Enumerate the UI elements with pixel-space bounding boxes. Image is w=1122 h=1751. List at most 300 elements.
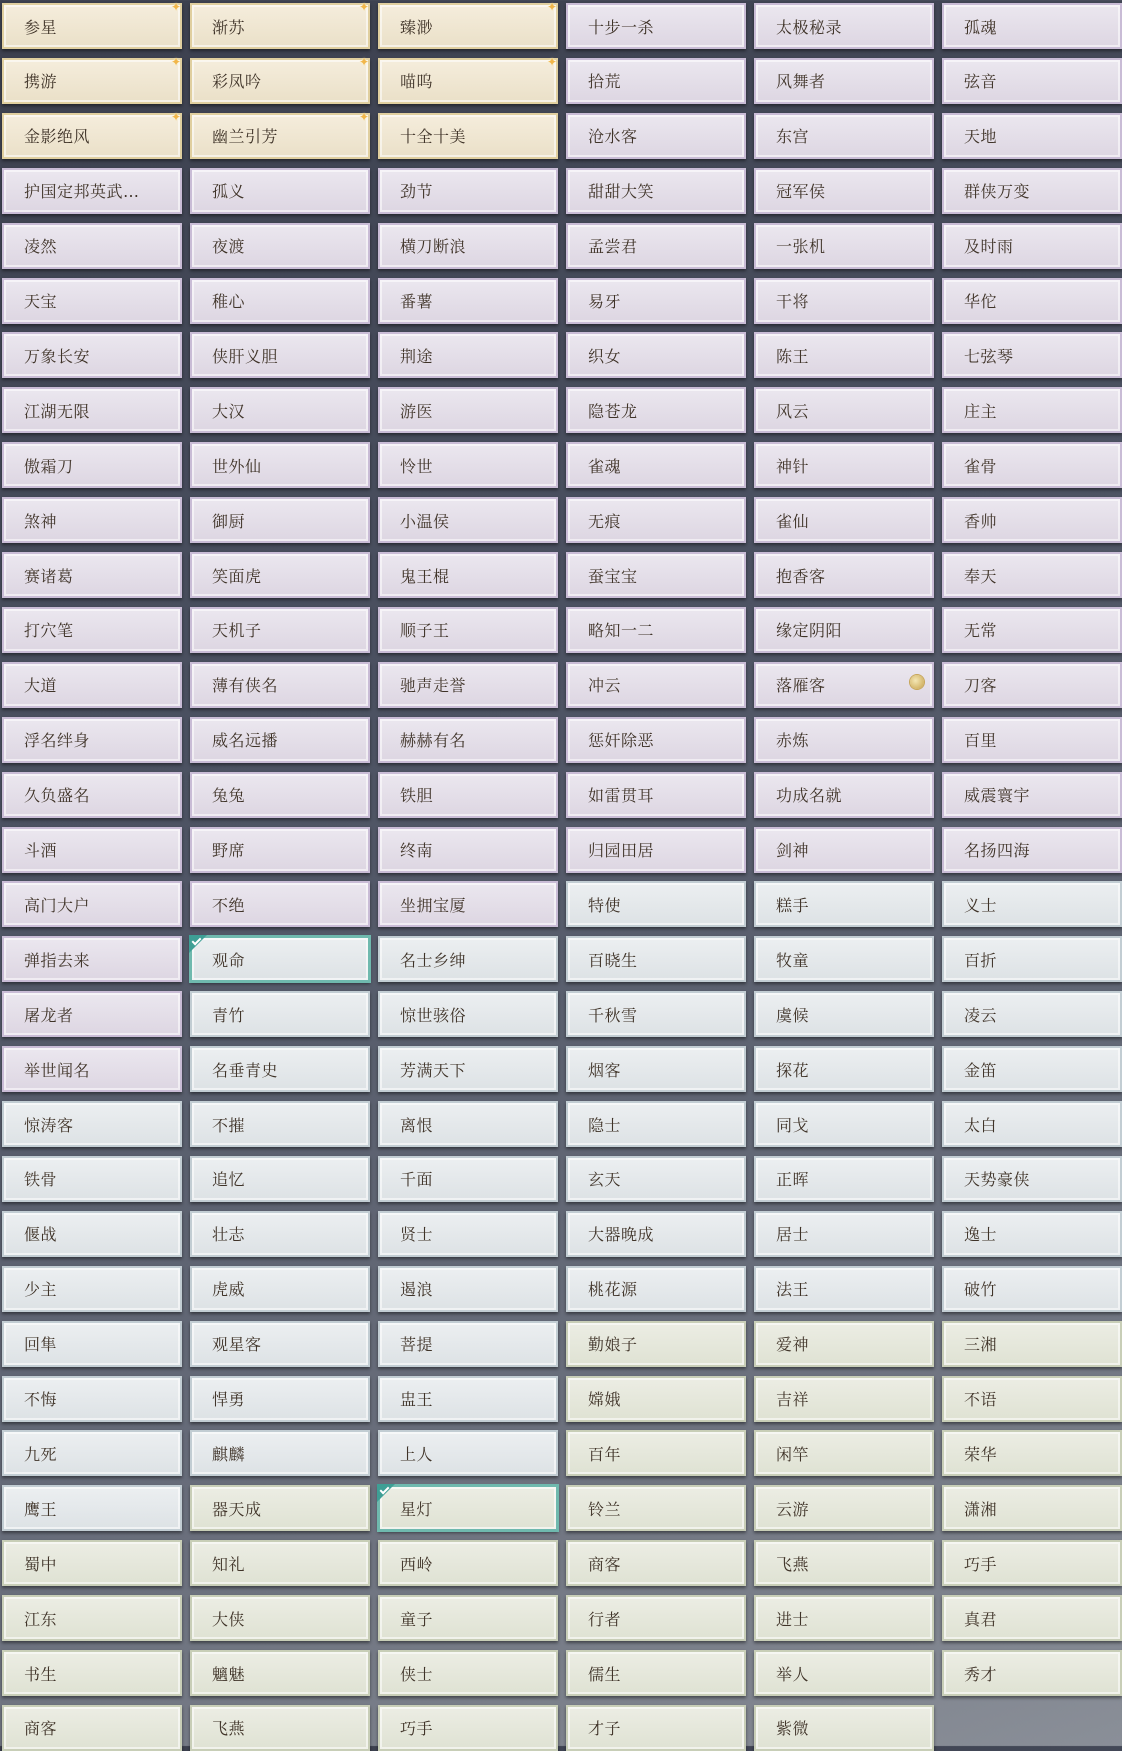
title-label: 青竹 [212, 1005, 246, 1025]
title-tile[interactable] [942, 1266, 1122, 1312]
title-label: 牧童 [776, 950, 810, 970]
title-tile[interactable] [566, 1485, 746, 1531]
title-label: 少主 [24, 1280, 58, 1300]
title-tile[interactable] [566, 1046, 746, 1092]
title-tile[interactable] [754, 881, 934, 927]
title-tile[interactable] [754, 717, 934, 763]
title-tile[interactable] [754, 1595, 934, 1641]
title-label: 兔兔 [212, 786, 246, 806]
title-tile[interactable] [754, 1650, 934, 1696]
title-tile[interactable] [566, 662, 746, 708]
title-label: 探花 [776, 1060, 810, 1080]
title-label: 赫赫有名 [400, 731, 467, 751]
title-label: 十全十美 [400, 127, 467, 147]
title-tile[interactable] [190, 1595, 370, 1641]
title-label: 上人 [400, 1444, 434, 1464]
title-label: 略知一二 [588, 621, 655, 641]
title-tile[interactable] [754, 387, 934, 433]
title-label: 铃兰 [588, 1499, 622, 1519]
title-tile[interactable] [378, 1650, 558, 1696]
title-label: 巧手 [400, 1719, 434, 1739]
title-tile[interactable] [2, 881, 182, 927]
title-label: 孤义 [212, 182, 246, 202]
title-label: 护国定邦英武… [24, 182, 140, 202]
title-tile[interactable] [378, 1430, 558, 1476]
title-tile[interactable] [190, 1101, 370, 1147]
title-tile[interactable] [754, 223, 934, 269]
title-tile[interactable] [378, 1485, 558, 1531]
title-tile[interactable] [190, 1156, 370, 1202]
title-tile[interactable] [566, 278, 746, 324]
title-tile[interactable] [566, 827, 746, 873]
title-tile[interactable] [942, 387, 1122, 433]
title-label: 天机子 [212, 621, 262, 641]
title-tile[interactable] [942, 1650, 1122, 1696]
title-label: 神针 [776, 456, 810, 476]
title-tile[interactable] [2, 1540, 182, 1586]
title-tile[interactable] [754, 1101, 934, 1147]
title-tile[interactable] [378, 497, 558, 543]
title-label: 惊世骇俗 [400, 1005, 467, 1025]
title-label: 回隼 [24, 1335, 58, 1355]
title-tile[interactable] [190, 1650, 370, 1696]
title-tile[interactable] [190, 278, 370, 324]
title-tile[interactable] [190, 497, 370, 543]
title-label: 稚心 [212, 292, 246, 311]
title-label: 魑魅 [212, 1664, 246, 1684]
title-label: 斗酒 [24, 841, 58, 860]
title-tile[interactable] [2, 772, 182, 818]
title-label: 千秋雪 [588, 1005, 638, 1025]
title-label: 如雷贯耳 [588, 786, 655, 806]
title-tile[interactable] [942, 1156, 1122, 1202]
title-tile[interactable] [754, 1376, 934, 1422]
title-label: 及时雨 [964, 237, 1014, 257]
title-tile[interactable] [190, 1376, 370, 1422]
title-tile[interactable] [378, 0, 558, 49]
title-label: 金影绝风 [24, 127, 91, 147]
title-tile[interactable] [566, 1101, 746, 1147]
title-label: 久负盛名 [24, 786, 91, 806]
title-tile[interactable] [754, 607, 934, 653]
title-label: 儒生 [588, 1664, 622, 1684]
title-label: 童子 [400, 1609, 434, 1629]
title-tile[interactable] [378, 278, 558, 324]
title-label: 浮名绊身 [24, 731, 91, 751]
title-tile[interactable] [566, 1376, 746, 1422]
title-tile[interactable] [190, 552, 370, 598]
title-label: 知礼 [212, 1554, 246, 1574]
title-tile[interactable] [942, 1485, 1122, 1531]
title-tile[interactable] [754, 1046, 934, 1092]
title-tile[interactable] [2, 1595, 182, 1641]
title-tile[interactable] [754, 442, 934, 488]
title-tile[interactable] [566, 1156, 746, 1202]
title-tile[interactable] [566, 881, 746, 927]
title-tile[interactable] [942, 1595, 1122, 1641]
title-tile[interactable] [190, 607, 370, 653]
title-tile[interactable] [566, 1211, 746, 1257]
title-label: 进士 [776, 1609, 810, 1629]
title-tile[interactable] [378, 113, 558, 159]
title-label: 天势豪侠 [964, 1170, 1031, 1190]
title-tile[interactable] [2, 442, 182, 488]
title-label: 法王 [776, 1280, 810, 1300]
title-tile[interactable] [2, 1485, 182, 1531]
title-tile[interactable] [2, 717, 182, 763]
title-label: 凌然 [24, 237, 58, 257]
title-tile[interactable] [942, 1211, 1122, 1257]
title-tile[interactable] [754, 662, 934, 708]
title-label: 彩凤吟 [212, 72, 262, 92]
title-tile[interactable] [190, 1266, 370, 1312]
title-tile[interactable] [942, 717, 1122, 763]
title-tile[interactable] [2, 1430, 182, 1476]
title-tile[interactable] [378, 1101, 558, 1147]
title-label: 百年 [588, 1444, 622, 1464]
title-tile[interactable] [2, 223, 182, 269]
title-tile[interactable] [754, 1485, 934, 1531]
title-tile[interactable] [2, 497, 182, 543]
title-tile[interactable] [2, 1046, 182, 1092]
title-tile[interactable] [566, 497, 746, 543]
title-tile[interactable] [942, 607, 1122, 653]
checkmark-icon [189, 935, 207, 953]
title-tile[interactable] [754, 168, 934, 214]
title-tile[interactable] [754, 1211, 934, 1257]
title-tile[interactable] [942, 1430, 1122, 1476]
title-label: 臻渺 [400, 17, 434, 37]
title-tile[interactable] [190, 387, 370, 433]
title-label: 东宫 [776, 127, 810, 147]
title-tile[interactable] [378, 168, 558, 214]
title-tile[interactable] [942, 662, 1122, 708]
title-tile[interactable] [942, 991, 1122, 1037]
title-label: 万象长安 [24, 346, 91, 366]
title-label: 幽兰引芳 [212, 127, 279, 147]
title-label: 百折 [964, 950, 998, 970]
title-label: 芳满天下 [400, 1060, 467, 1080]
title-tile[interactable] [190, 1046, 370, 1092]
title-label: 偃战 [24, 1225, 58, 1245]
title-tile[interactable] [378, 881, 558, 927]
title-tile[interactable] [754, 1266, 934, 1312]
title-tile[interactable] [378, 827, 558, 873]
title-label: 劲节 [400, 182, 434, 202]
title-tile[interactable] [942, 1321, 1122, 1367]
title-tile[interactable] [942, 1540, 1122, 1586]
title-label: 不悔 [24, 1390, 58, 1409]
title-tile[interactable] [378, 223, 558, 269]
title-tile[interactable] [2, 332, 182, 378]
title-tile[interactable] [942, 223, 1122, 269]
title-tile[interactable] [378, 662, 558, 708]
title-tile[interactable] [378, 1595, 558, 1641]
title-tile[interactable] [566, 1595, 746, 1641]
title-tile[interactable] [942, 278, 1122, 324]
title-tile[interactable] [942, 827, 1122, 873]
title-label: 举世闻名 [24, 1060, 91, 1080]
title-tile[interactable] [190, 442, 370, 488]
title-label: 名扬四海 [964, 841, 1031, 860]
star-icon: ✦ [359, 54, 370, 69]
title-tile[interactable] [566, 332, 746, 378]
title-tile[interactable] [190, 991, 370, 1037]
title-tile[interactable] [942, 772, 1122, 818]
title-tile[interactable] [566, 936, 746, 982]
title-tile[interactable] [378, 717, 558, 763]
title-label: 威震寰宇 [964, 786, 1031, 806]
title-tile[interactable] [378, 54, 558, 104]
title-label: 星灯 [400, 1499, 434, 1519]
title-label: 麒麟 [212, 1444, 246, 1464]
title-tile[interactable] [190, 0, 370, 49]
title-tile[interactable] [190, 1485, 370, 1531]
title-tile[interactable] [2, 387, 182, 433]
title-tile[interactable] [754, 1430, 934, 1476]
title-label: 盅王 [400, 1390, 434, 1409]
title-tile[interactable] [190, 881, 370, 927]
title-tile[interactable] [942, 881, 1122, 927]
title-label: 飞燕 [776, 1554, 810, 1574]
title-label: 真君 [964, 1609, 998, 1629]
title-tile[interactable] [378, 1376, 558, 1422]
title-tile[interactable] [566, 1430, 746, 1476]
title-tile[interactable] [566, 552, 746, 598]
title-tile[interactable] [754, 332, 934, 378]
title-label: 赛诸葛 [24, 566, 74, 586]
title-tile[interactable] [378, 936, 558, 982]
title-label: 野席 [212, 841, 246, 860]
title-tile[interactable] [378, 387, 558, 433]
title-tile[interactable] [754, 497, 934, 543]
title-label: 风舞者 [776, 72, 826, 92]
title-label: 驰声走誉 [400, 676, 467, 696]
title-label: 壮志 [212, 1225, 246, 1245]
title-tile[interactable] [566, 772, 746, 818]
title-label: 飞燕 [212, 1719, 246, 1739]
title-tile[interactable] [566, 223, 746, 269]
title-tile[interactable] [190, 1705, 370, 1751]
title-label: 吉祥 [776, 1390, 810, 1409]
title-tile[interactable] [754, 1705, 934, 1751]
title-label: 缘定阴阳 [776, 621, 843, 641]
title-label: 华佗 [964, 292, 998, 311]
title-tile[interactable] [2, 0, 182, 49]
title-tile[interactable] [2, 278, 182, 324]
title-tile[interactable] [942, 3, 1122, 49]
title-tile[interactable] [378, 1705, 558, 1751]
title-label: 御厨 [212, 511, 246, 531]
star-icon: ✦ [171, 0, 182, 14]
title-tile[interactable] [942, 442, 1122, 488]
star-icon: ✦ [359, 109, 370, 124]
title-tile[interactable] [2, 1211, 182, 1257]
title-tile[interactable] [190, 54, 370, 104]
title-label: 名士乡绅 [400, 950, 467, 970]
title-label: 庄主 [964, 401, 998, 421]
title-label: 逸士 [964, 1225, 998, 1245]
title-label: 孤魂 [964, 17, 998, 37]
title-tile[interactable] [942, 58, 1122, 104]
title-tile[interactable] [754, 772, 934, 818]
title-tile[interactable] [190, 717, 370, 763]
title-tile[interactable] [754, 827, 934, 873]
title-label: 鹰王 [24, 1499, 58, 1519]
title-label: 悍勇 [212, 1390, 246, 1409]
title-tile[interactable] [378, 772, 558, 818]
title-label: 爱神 [776, 1335, 810, 1355]
title-label: 大器晚成 [588, 1225, 655, 1245]
title-label: 威名远播 [212, 731, 279, 751]
title-tile[interactable] [942, 936, 1122, 982]
title-tile[interactable] [378, 1156, 558, 1202]
title-tile[interactable] [2, 552, 182, 598]
title-tile[interactable] [190, 827, 370, 873]
title-tile[interactable] [942, 497, 1122, 543]
title-tile[interactable] [566, 717, 746, 763]
title-label: 贤士 [400, 1225, 434, 1245]
title-tile[interactable] [942, 1046, 1122, 1092]
title-label: 千面 [400, 1170, 434, 1190]
title-tile[interactable] [754, 1321, 934, 1367]
title-tile[interactable] [2, 1705, 182, 1751]
title-tile[interactable] [378, 332, 558, 378]
title-tile[interactable] [2, 1376, 182, 1422]
title-tile[interactable] [190, 662, 370, 708]
title-tile[interactable] [378, 1046, 558, 1092]
title-tile[interactable] [378, 552, 558, 598]
title-label: 义士 [964, 895, 998, 915]
star-icon: ✦ [547, 0, 558, 14]
title-tile[interactable] [190, 109, 370, 159]
title-tile[interactable] [190, 1430, 370, 1476]
title-tile[interactable] [754, 1156, 934, 1202]
title-tile[interactable] [566, 991, 746, 1037]
title-tile[interactable] [2, 1156, 182, 1202]
title-tile[interactable] [566, 1321, 746, 1367]
title-label: 七弦琴 [964, 346, 1014, 366]
title-tile[interactable] [190, 332, 370, 378]
title-label: 坐拥宝厦 [400, 895, 467, 915]
title-tile[interactable] [190, 223, 370, 269]
title-tile[interactable] [190, 1540, 370, 1586]
title-label: 糕手 [776, 895, 810, 915]
title-tile[interactable] [942, 332, 1122, 378]
title-label: 江湖无限 [24, 401, 91, 421]
title-tile[interactable] [378, 1266, 558, 1312]
title-tile[interactable] [942, 552, 1122, 598]
title-tile[interactable] [566, 1266, 746, 1312]
title-label: 居士 [776, 1225, 810, 1245]
title-tile[interactable] [378, 607, 558, 653]
title-tile[interactable] [566, 387, 746, 433]
title-tile[interactable] [378, 1540, 558, 1586]
title-tile[interactable] [942, 1376, 1122, 1422]
title-tile[interactable] [942, 1101, 1122, 1147]
title-label: 陈王 [776, 346, 810, 366]
title-label: 屠龙者 [24, 1005, 74, 1025]
title-tile[interactable] [754, 936, 934, 982]
title-tile[interactable] [754, 3, 934, 49]
title-tile[interactable] [566, 3, 746, 49]
title-tile[interactable] [754, 58, 934, 104]
title-tile[interactable] [942, 168, 1122, 214]
title-label: 雀骨 [964, 456, 998, 476]
title-label: 铁骨 [24, 1170, 58, 1190]
title-label: 冠军侯 [776, 182, 826, 202]
title-tile[interactable] [566, 113, 746, 159]
title-tile[interactable] [2, 991, 182, 1037]
title-tile[interactable] [190, 1211, 370, 1257]
title-tile[interactable] [190, 168, 370, 214]
title-label: 无常 [964, 621, 998, 641]
title-tile[interactable] [2, 662, 182, 708]
title-tile[interactable] [2, 109, 182, 159]
title-tile[interactable] [190, 772, 370, 818]
title-label: 三湘 [964, 1335, 998, 1355]
title-tile[interactable] [2, 1321, 182, 1367]
title-label: 风云 [776, 401, 810, 421]
title-tile[interactable] [754, 552, 934, 598]
title-label: 打穴笔 [24, 621, 74, 641]
title-tile[interactable] [566, 442, 746, 488]
title-tile[interactable] [378, 1211, 558, 1257]
title-tile[interactable] [378, 1321, 558, 1367]
title-label: 干将 [776, 292, 810, 311]
title-label: 凌云 [964, 1005, 998, 1025]
title-label: 嫦娥 [588, 1390, 622, 1409]
title-tile[interactable] [2, 1266, 182, 1312]
title-label: 金笛 [964, 1060, 998, 1080]
title-tile[interactable] [378, 442, 558, 488]
title-label: 云游 [776, 1499, 810, 1519]
title-tile[interactable] [566, 168, 746, 214]
title-label: 雀仙 [776, 511, 810, 531]
title-tile[interactable] [378, 991, 558, 1037]
title-label: 刀客 [964, 676, 998, 696]
title-label: 大道 [24, 676, 58, 696]
title-tile[interactable] [2, 54, 182, 104]
title-tile[interactable] [2, 827, 182, 873]
title-tile[interactable] [2, 1650, 182, 1696]
title-tile[interactable] [2, 168, 182, 214]
title-tile[interactable] [566, 1705, 746, 1751]
title-label: 观命 [212, 950, 246, 970]
title-label: 勤娘子 [588, 1335, 638, 1355]
title-label: 百里 [964, 731, 998, 751]
title-tile[interactable] [754, 278, 934, 324]
title-label: 荣华 [964, 1444, 998, 1464]
title-label: 怜世 [400, 456, 434, 476]
title-label: 正晖 [776, 1170, 810, 1190]
title-tile[interactable] [2, 936, 182, 982]
title-tile[interactable] [2, 1101, 182, 1147]
title-label: 玄天 [588, 1170, 622, 1190]
title-tile[interactable] [566, 607, 746, 653]
title-tile[interactable] [2, 607, 182, 653]
title-tile[interactable] [754, 991, 934, 1037]
title-label: 孟尝君 [588, 237, 638, 257]
title-tile[interactable] [942, 113, 1122, 159]
title-tile[interactable] [566, 1650, 746, 1696]
title-tile[interactable] [754, 1540, 934, 1586]
title-tile[interactable] [566, 58, 746, 104]
title-tile[interactable] [754, 113, 934, 159]
title-tile[interactable] [190, 936, 370, 982]
title-tile[interactable] [566, 1540, 746, 1586]
title-tile[interactable] [190, 1321, 370, 1367]
